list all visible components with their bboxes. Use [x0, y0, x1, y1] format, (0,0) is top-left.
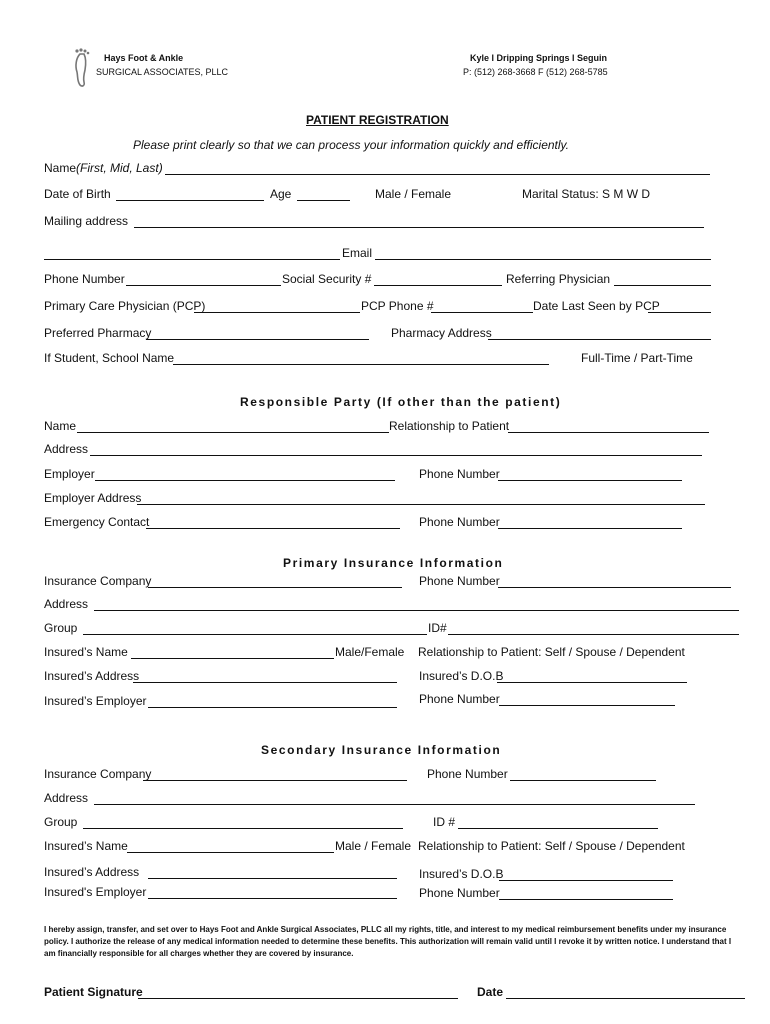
employer-address-field[interactable]	[137, 504, 705, 505]
clinic-subtitle: SURGICAL ASSOCIATES, PLLC	[96, 67, 229, 77]
responsible-relationship-field[interactable]	[508, 432, 709, 433]
secondary-insured-employer-label: Insured's Employer	[44, 885, 147, 899]
pharmacy-label: Preferred Pharmacy	[44, 326, 152, 340]
clinic-name: Hays Foot & Ankle	[104, 53, 184, 63]
clinic-locations: Kyle l Dripping Springs l Seguin	[470, 53, 608, 63]
employer-label: Employer	[44, 467, 95, 481]
primary-address-label: Address	[44, 597, 89, 611]
secondary-insured-address-field[interactable]	[148, 878, 397, 879]
mailing-address-line2[interactable]	[44, 259, 340, 260]
responsible-address-field[interactable]	[90, 455, 702, 456]
primary-insurance-heading: Primary Insurance Information	[283, 556, 504, 570]
secondary-sex-option[interactable]: Male / Female	[335, 839, 412, 853]
mailing-address-field[interactable]	[134, 227, 704, 228]
referring-physician-field[interactable]	[614, 285, 711, 286]
secondary-address-label: Address	[44, 791, 89, 805]
date-last-seen-label: Date Last Seen by PCP	[533, 299, 660, 313]
dob-field[interactable]	[116, 200, 264, 201]
primary-phone2-label: Phone Number	[419, 692, 500, 706]
secondary-insured-name-field[interactable]	[127, 852, 334, 853]
date-last-seen-field[interactable]	[648, 312, 711, 313]
marital-status-option[interactable]: Marital Status: S M W D	[522, 187, 651, 201]
primary-insured-name-label: Insured’s Name	[44, 645, 128, 659]
mailing-address-label: Mailing address	[44, 214, 129, 228]
secondary-company-label: Insurance Company	[44, 767, 152, 781]
responsible-phone-label: Phone Number	[419, 467, 500, 481]
pharmacy-address-label: Pharmacy Address	[391, 326, 492, 340]
pcp-field[interactable]	[194, 312, 360, 313]
secondary-phone2-label: Phone Number	[419, 886, 500, 900]
responsible-relationship-label: Relationship to Patient	[389, 419, 510, 433]
age-label: Age	[270, 187, 292, 201]
phone-label: Phone Number	[44, 272, 125, 286]
primary-company-field[interactable]	[148, 587, 402, 588]
pharmacy-field[interactable]	[146, 339, 369, 340]
enrollment-option[interactable]: Full-Time / Part-Time	[581, 351, 693, 365]
primary-phone-label: Phone Number	[419, 574, 500, 588]
emergency-contact-field[interactable]	[146, 528, 400, 529]
secondary-dob-field[interactable]	[499, 880, 673, 881]
age-field[interactable]	[297, 200, 350, 201]
primary-insured-employer-field[interactable]	[148, 707, 397, 708]
primary-insured-address-label: Insured’s Address	[44, 669, 140, 683]
primary-dob-label: Insured’s D.O.B	[419, 669, 504, 683]
primary-phone-field[interactable]	[498, 587, 731, 588]
secondary-group-label: Group	[44, 815, 78, 829]
pcp-label: Primary Care Physician (PCP)	[44, 299, 206, 313]
emergency-phone-field[interactable]	[498, 528, 682, 529]
page-title: PATIENT REGISTRATION	[306, 113, 449, 127]
responsible-party-heading: Responsible Party (If other than the patient)	[240, 395, 562, 409]
primary-sex-option[interactable]: Male/Female	[335, 645, 405, 659]
secondary-dob-label: Insured’s D.O.B	[419, 867, 504, 881]
responsible-address-label: Address	[44, 442, 89, 456]
secondary-relationship-option[interactable]: Relationship to Patient: Self / Spouse / Dependent	[418, 839, 685, 853]
primary-group-field[interactable]	[83, 634, 427, 635]
primary-insured-address-field[interactable]	[133, 682, 397, 683]
secondary-address-field[interactable]	[94, 804, 695, 805]
dob-label: Date of Birth	[44, 187, 111, 201]
school-name-field[interactable]	[173, 364, 549, 365]
ssn-label: Social Security #	[282, 272, 372, 286]
primary-group-label: Group	[44, 621, 78, 635]
employer-field[interactable]	[95, 480, 395, 481]
clinic-phones: P: (512) 268-3668 F (512) 268-5785	[463, 67, 608, 77]
clinic-logo	[68, 48, 98, 88]
emergency-contact-label: Emergency Contact	[44, 515, 150, 529]
sex-option[interactable]: Male / Female	[375, 187, 452, 201]
school-name-label: If Student, School Name	[44, 351, 175, 365]
referring-physician-label: Referring Physician	[506, 272, 611, 286]
primary-address-field[interactable]	[94, 610, 739, 611]
primary-id-label: ID#	[428, 621, 447, 635]
pcp-phone-label: PCP Phone #	[361, 299, 434, 313]
primary-insured-name-field[interactable]	[131, 658, 334, 659]
date-label: Date	[477, 985, 504, 999]
instructions: Please print clearly so that we can process your information quickly and efficiently.	[133, 138, 569, 152]
secondary-insured-employer-field[interactable]	[148, 898, 397, 899]
authorization-text: I hereby assign, transfer, and set over to Hays Foot and Ankle Surgical Associates, PLLC all my rights, title, and interest to my medical reimbursement benefits under my insurance policy. I authorize the release of any medical information needed to determine these benefits. This authorization will remain valid until I revoke it by written notice. I understand that I am financially responsible for all charges whether they are covered by insurance.	[44, 925, 732, 958]
primary-relationship-option[interactable]: Relationship to Patient: Self / Spouse / Dependent	[418, 645, 685, 659]
patient-name-label: Name(First, Mid, Last)	[44, 161, 163, 175]
secondary-phone-label: Phone Number	[427, 767, 508, 781]
foot-logo-icon	[68, 48, 98, 88]
responsible-name-field[interactable]	[77, 432, 389, 433]
email-field[interactable]	[375, 259, 711, 260]
employer-address-label: Employer Address	[44, 491, 142, 505]
secondary-company-field[interactable]	[143, 780, 407, 781]
pcp-phone-field[interactable]	[431, 312, 533, 313]
secondary-phone2-field[interactable]	[499, 899, 673, 900]
primary-phone2-field[interactable]	[499, 705, 675, 706]
primary-id-field[interactable]	[448, 634, 739, 635]
phone-field[interactable]	[126, 285, 281, 286]
responsible-phone-field[interactable]	[498, 480, 682, 481]
email-label: Email	[342, 246, 373, 260]
primary-insured-employer-label: Insured’s Employer	[44, 694, 147, 708]
ssn-field[interactable]	[374, 285, 502, 286]
patient-name-field[interactable]	[165, 174, 710, 175]
primary-company-label: Insurance Company	[44, 574, 152, 588]
responsible-name-label: Name	[44, 419, 77, 433]
patient-signature-field[interactable]	[138, 998, 458, 999]
primary-dob-field[interactable]	[497, 682, 687, 683]
secondary-id-label: ID #	[433, 815, 456, 829]
secondary-insured-name-label: Insured’s Name	[44, 839, 128, 853]
patient-signature-label: Patient Signature	[44, 985, 143, 999]
secondary-insured-address-label: Insured’s Address	[44, 865, 140, 879]
secondary-phone-field[interactable]	[510, 780, 656, 781]
secondary-id-field[interactable]	[458, 828, 658, 829]
pharmacy-address-field[interactable]	[488, 339, 711, 340]
secondary-insurance-heading: Secondary Insurance Information	[261, 743, 502, 757]
emergency-phone-label: Phone Number	[419, 515, 500, 529]
date-field[interactable]	[506, 998, 745, 999]
secondary-group-field[interactable]	[83, 828, 403, 829]
